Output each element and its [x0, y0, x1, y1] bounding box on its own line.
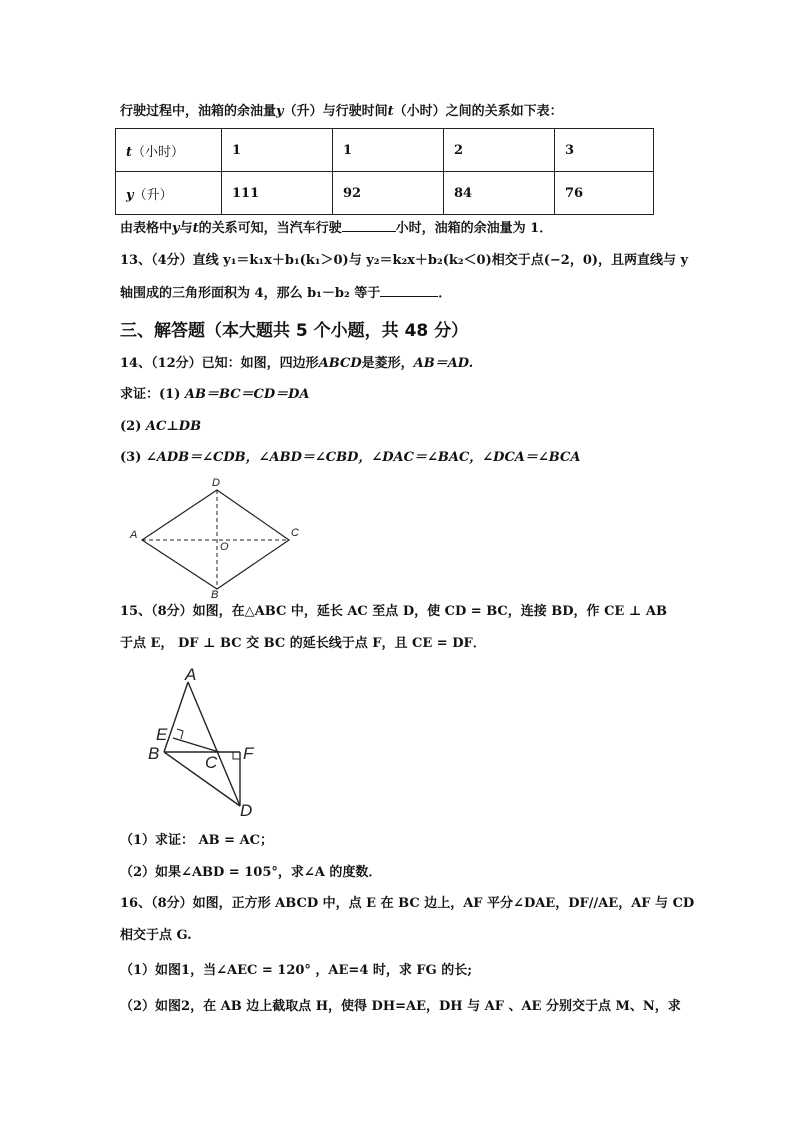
q16-line2: 相交于点 G.	[120, 928, 192, 943]
label-d: D	[240, 801, 253, 820]
triangle-figure	[140, 668, 270, 820]
q14-prove2: (2) AC⊥DB	[120, 419, 202, 434]
table-cell: 1	[222, 129, 333, 172]
table-cell: 2	[444, 129, 555, 172]
q13-line1: 13、（4分）直线 y₁＝k₁x＋b₁(k₁＞0)与 y₂＝k₂x＋b₂(k₂＜0)相交于点(−2，0)，且两直线与 y	[120, 253, 689, 268]
table-cell: 92	[333, 172, 444, 215]
intro-text-b: （升）与行驶时间	[283, 104, 388, 119]
label-e: E	[156, 725, 168, 744]
table-row	[116, 172, 654, 215]
q12-tail: 由表格中y与t的关系可知，当汽车行驶 小时，油箱的余油量为 1．	[120, 221, 553, 236]
table-row	[116, 129, 654, 172]
table-cell: 76	[555, 172, 654, 215]
q16-sub2: （2）如图2，在 AB 边上截取点 H，使得 DH=AE，DH 与 AF 、AE 分别交于点 M、N，求	[120, 999, 681, 1014]
label-d: D	[212, 477, 220, 489]
table-cell: 1	[333, 129, 444, 172]
label-b: B	[211, 589, 219, 599]
label-c: C	[205, 753, 218, 772]
q15-line2: 于点 E， DF ⊥ BC 交 BC 的延长线于点 F，且 CE = DF．	[120, 636, 486, 651]
section-heading: 三、解答题（本大题共 5 个小题，共 48 分）	[120, 321, 469, 341]
table-header-cell: y（升）	[116, 172, 222, 215]
label-a: A	[130, 529, 138, 541]
q14-line1: 14、（12分）已知：如图，四边形ABCD是菱形，AB＝AD.	[120, 356, 474, 371]
var-y: y	[276, 104, 284, 119]
label-o: O	[220, 541, 229, 553]
table-cell: 111	[222, 172, 333, 215]
q13-line2: 轴围成的三角形面积为 4，那么 b₁－b₂ 等于 ．	[120, 286, 452, 301]
intro-text-a: 行驶过程中，油箱的余油量	[120, 104, 277, 119]
intro-line	[120, 103, 563, 121]
fuel-table	[115, 128, 654, 215]
q16-sub1: （1）如图1，当∠AEC = 120° ，AE=4 时，求 FG 的长;	[120, 963, 473, 978]
table-cell: 3	[555, 129, 654, 172]
answer-blank	[380, 284, 438, 297]
label-c: C	[291, 527, 299, 539]
table-cell: 84	[444, 172, 555, 215]
label-f: F	[243, 744, 254, 763]
label-b: B	[148, 744, 160, 763]
table-header-cell: t（小时）	[116, 129, 222, 172]
q14-prove1: 求证：(1) AB＝BC＝CD＝DA	[120, 387, 310, 402]
q14-prove3: (3) ∠ADB＝∠CDB，∠ABD＝∠CBD，∠DAC＝∠BAC，∠DCA＝∠BCA	[120, 450, 581, 465]
q16-line1: 16、（8分）如图，正方形 ABCD 中，点 E 在 BC 边上，AF 平分∠DAE，DF//AE，AF 与 CD	[120, 896, 695, 911]
intro-text-c: （小时）之间的关系如下表：	[393, 104, 563, 119]
var-t: t	[387, 104, 394, 119]
q15-sub1: （1）求证： AB = AC；	[120, 833, 274, 848]
answer-blank	[342, 219, 396, 232]
label-a: A	[185, 668, 197, 684]
q15-line1: 15、（8分）如图，在△ABC 中，延长 AC 至点 D，使 CD = BC，连接 BD，作 CE ⊥ AB	[120, 604, 667, 619]
q15-sub2: （2）如果∠ABD = 105°，求∠A 的度数．	[120, 865, 382, 880]
rhombus-figure	[125, 474, 315, 599]
